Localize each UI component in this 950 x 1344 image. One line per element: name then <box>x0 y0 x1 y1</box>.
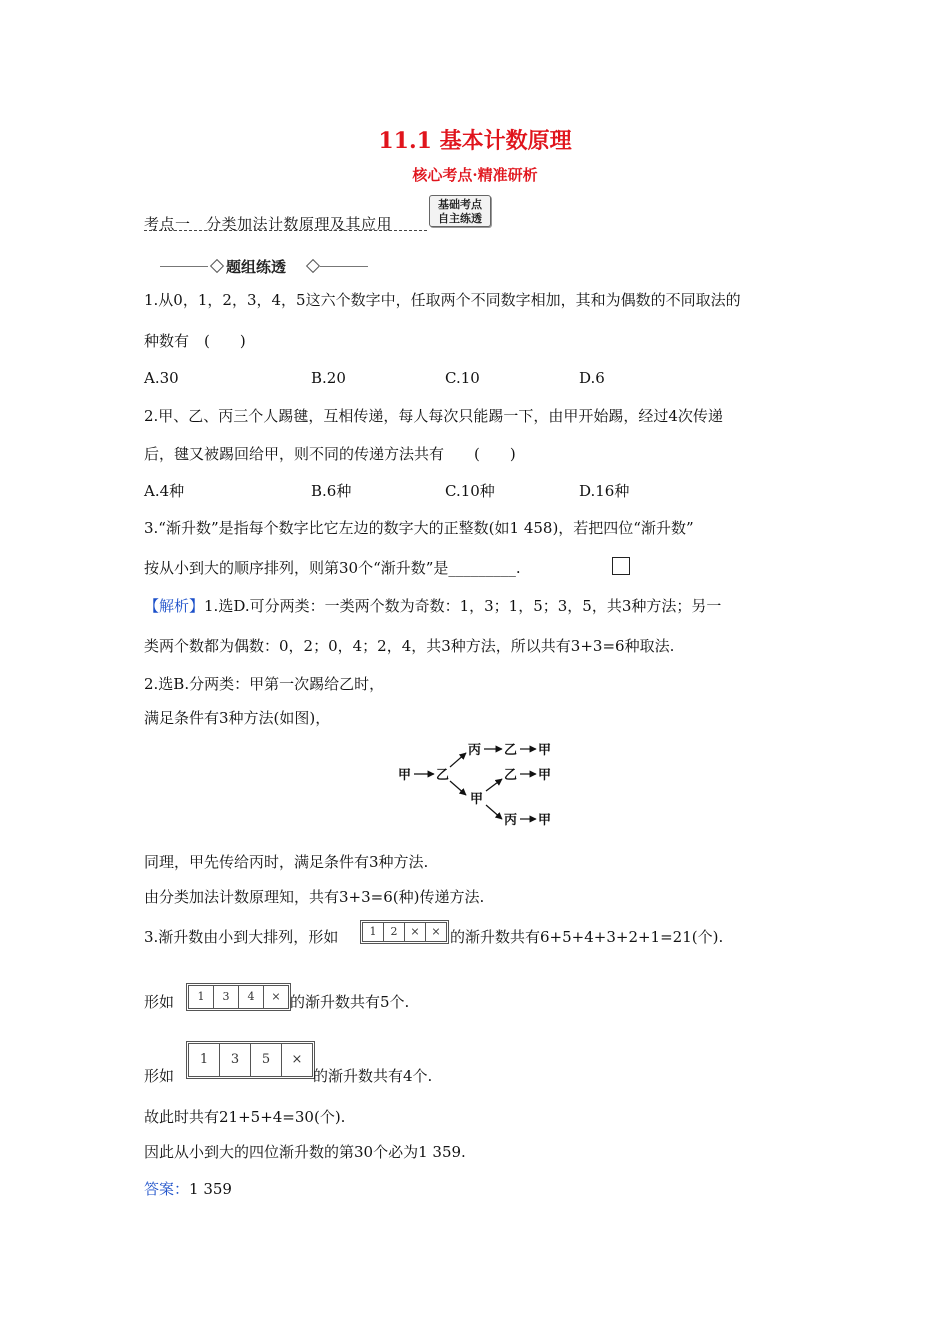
tree-node-b1-a: 丙 <box>468 743 482 758</box>
tree-arrow <box>450 753 466 767</box>
solution-3-suffix: 的渐升数共有6+5+4+3+2+1=21(个). <box>450 928 724 946</box>
question-2-option-c: C.10种 <box>445 482 495 500</box>
tree-arrow <box>486 805 502 819</box>
solution-3b-suffix: 的渐升数共有5个. <box>290 993 410 1011</box>
section-divider-right <box>320 266 368 267</box>
section-label: 题组练透 <box>226 258 287 276</box>
solution-3c-suffix: 的渐升数共有4个. <box>313 1067 433 1085</box>
badge-line-1: 基础考点 <box>438 198 482 211</box>
question-1-option-d: D.6 <box>579 369 605 387</box>
answer-checkbox[interactable] <box>612 557 630 575</box>
diamond-icon <box>210 259 224 273</box>
digit-cell: 1 <box>189 1044 220 1076</box>
solution-tag: 【解析】 <box>144 597 205 615</box>
solution-3c-prefix: 形如 <box>144 1067 175 1085</box>
topic-underline <box>144 230 427 231</box>
solution-3-sum: 故此时共有21+5+4=30(个). <box>144 1108 346 1126</box>
digit-cells-3 <box>188 1043 313 1077</box>
question-2-text: 2.甲、乙、丙三个人踢毽，互相传递，每人每次只能踢一下，由甲开始踢，经过4次传递 <box>144 407 723 425</box>
pass-tree-diagram <box>390 735 570 835</box>
tree-arrow <box>486 779 502 791</box>
question-3-text-cont: 按从小到大的顺序排列，则第30个“渐升数”是_________. <box>144 559 521 577</box>
tree-node-b1-b: 乙 <box>504 743 518 758</box>
question-2-option-b: B.6种 <box>311 482 352 500</box>
question-2-option-a: A.4种 <box>144 482 185 500</box>
solution-1-line-2: 类两个数都为偶数：0，2；0，4；2，4，共3种方法，所以共有3+3=6种取法. <box>144 637 675 655</box>
question-3-text: 3.“渐升数”是指每个数字比它左边的数字大的正整数(如1 458)，若把四位“渐升数” <box>144 519 694 537</box>
digit-cell: × <box>431 925 441 938</box>
solution-2-line-3: 同理，甲先传给丙时，满足条件有3种方法. <box>144 853 429 871</box>
topic-badge <box>429 195 491 227</box>
digit-cell: 2 <box>384 923 405 941</box>
topic-heading: 考点一 分类加法计数原理及其应用 <box>144 215 393 233</box>
tree-node-b2-b: 甲 <box>538 768 552 783</box>
question-1-option-a: A.30 <box>144 369 179 387</box>
question-1-option-b: B.20 <box>311 369 346 387</box>
tree-arrow <box>450 781 466 795</box>
digit-cell: 3 <box>214 986 239 1008</box>
tree-node-b2-a: 乙 <box>504 768 518 783</box>
digit-cell: 1 <box>189 986 214 1008</box>
digit-cell: 1 <box>363 923 384 941</box>
badge-line-2: 自主练透 <box>438 212 482 225</box>
tree-node-b2: 甲 <box>470 792 484 807</box>
digit-cells-2 <box>188 985 289 1009</box>
tree-node-b3-b: 甲 <box>538 813 552 828</box>
page-subtitle: 核心考点·精准研析 <box>412 166 538 184</box>
question-2-option-d: D.16种 <box>579 482 630 500</box>
digit-cell: × <box>291 1052 303 1067</box>
tree-node-root: 甲 <box>398 768 412 783</box>
question-2-text-cont: 后，毽又被踢回给甲，则不同的传递方法共有 ( ) <box>144 445 516 463</box>
solution-2-line-1: 2.选B.分两类：甲第一次踢给乙时， <box>144 675 385 693</box>
answer-value: 1 359 <box>189 1180 232 1198</box>
question-1-text: 1.从0，1，2，3，4，5这六个数字中，任取两个不同数字相加，其和为偶数的不同取法的 <box>144 291 741 309</box>
digit-cell: 5 <box>251 1044 282 1076</box>
question-1-text-cont: 种数有 ( ) <box>144 332 246 350</box>
section-divider-left <box>160 266 208 267</box>
digit-cell: × <box>405 923 426 941</box>
digit-cell: 4 <box>239 986 264 1008</box>
solution-1-text: 1.选D.可分两类：一类两个数为奇数：1，3；1，5；3，5，共3种方法；另一 <box>204 597 722 615</box>
diamond-icon <box>306 259 320 273</box>
solution-2-line-4: 由分类加法计数原理知，共有3+3=6(种)传递方法. <box>144 888 485 906</box>
answer-label: 答案： <box>144 1180 190 1198</box>
solution-1-line-1 <box>144 597 721 615</box>
tree-node-b3-a: 丙 <box>504 813 518 828</box>
tree-node-level1: 乙 <box>436 768 450 783</box>
solution-3-conclusion: 因此从小到大的四位渐升数的第30个必为1 359. <box>144 1143 466 1161</box>
tree-node-b1-c: 甲 <box>538 743 552 758</box>
page-title: 11.1 基本计数原理 <box>378 128 572 154</box>
digit-cell: × <box>271 990 281 1003</box>
answer-line <box>144 1180 232 1198</box>
solution-3-prefix: 3.渐升数由小到大排列，形如 <box>144 928 339 946</box>
digit-cells-1 <box>362 922 447 942</box>
section-heading <box>160 256 370 278</box>
solution-3b-prefix: 形如 <box>144 993 175 1011</box>
question-1-option-c: C.10 <box>445 369 480 387</box>
solution-2-line-2: 满足条件有3种方法(如图)， <box>144 709 331 727</box>
digit-cell: 3 <box>220 1044 251 1076</box>
